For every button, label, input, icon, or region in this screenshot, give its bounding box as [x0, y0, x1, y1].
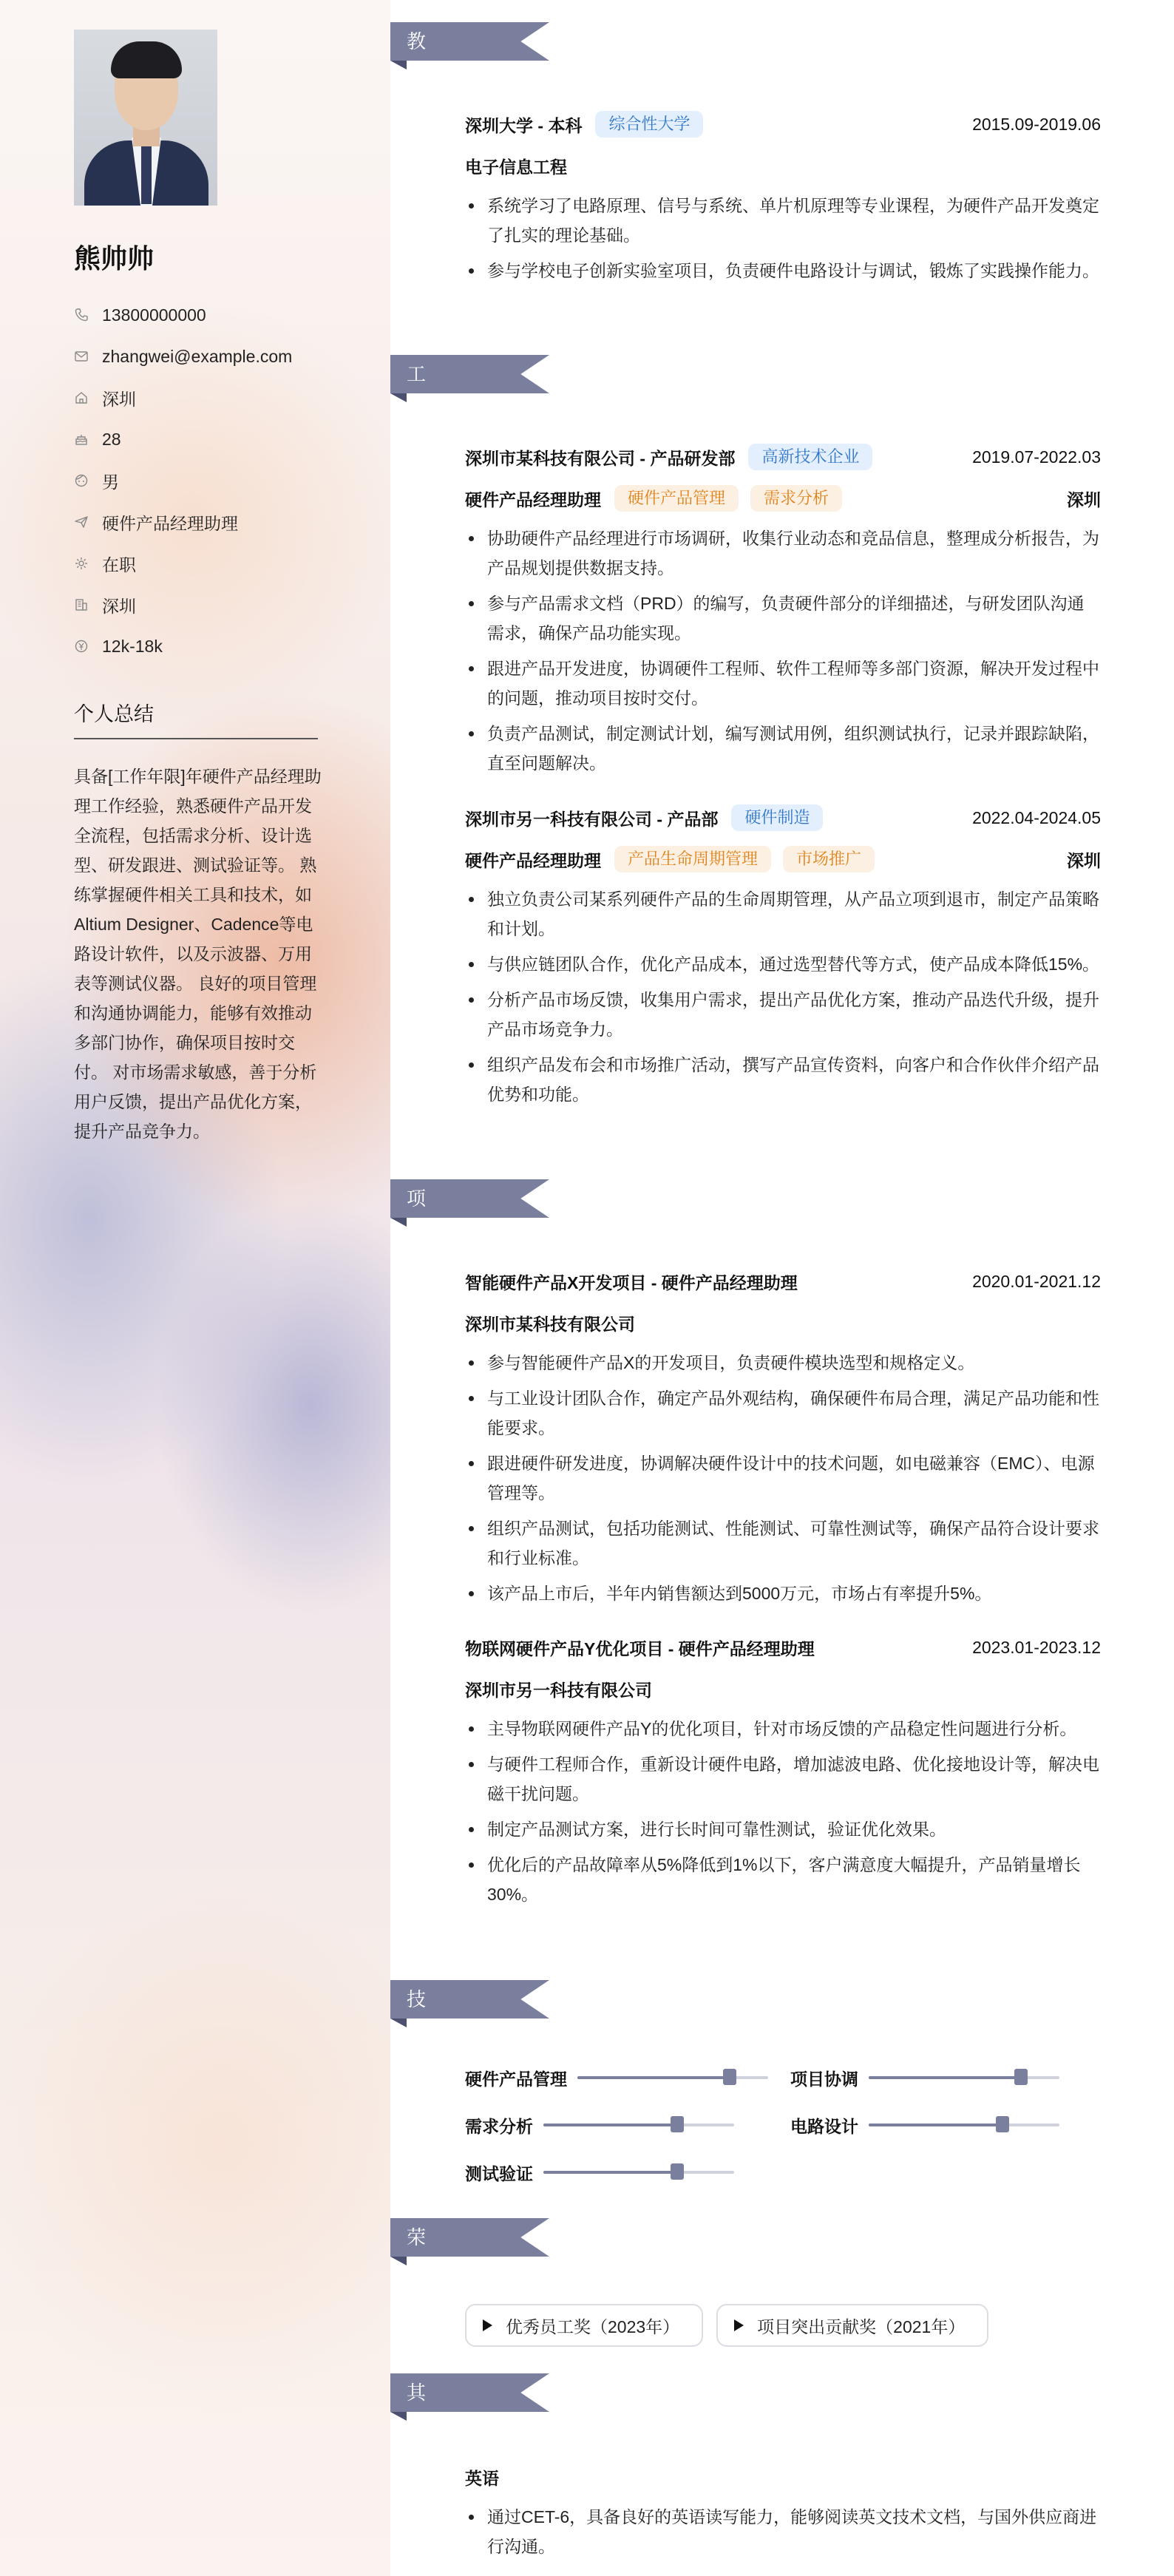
- skill-name: 电路设计: [790, 2116, 858, 2136]
- contact-text: 深圳: [102, 596, 136, 616]
- list-item: 系统学习了电路原理、信号与系统、单片机原理等专业课程，为硬件产品开发奠定了扎实的理论基础。: [465, 191, 1101, 250]
- play-icon: [483, 2319, 492, 2331]
- skill-name: 项目协调: [790, 2069, 858, 2089]
- date-range: 2022.04-2024.05: [972, 807, 1101, 827]
- company-tag: 硬件制造: [731, 804, 823, 831]
- skill-bar: [869, 2076, 1059, 2079]
- date-range: 2019.07-2022.03: [972, 447, 1101, 467]
- list-item: 组织产品测试，包括功能测试、性能测试、可靠性测试等，确保产品符合设计要求和行业标准。: [465, 1514, 1101, 1573]
- skill-bar: [543, 2171, 734, 2174]
- send-icon: [74, 515, 89, 529]
- bullet-list: [465, 523, 1101, 778]
- skill-knob: [1014, 2069, 1028, 2085]
- skill-item: [790, 2063, 1059, 2092]
- project-company: 深圳市另一科技有限公司: [465, 1680, 652, 1700]
- section-title: 项目经历: [407, 1187, 427, 1325]
- skill-name: 测试验证: [465, 2163, 533, 2183]
- section-title: 其他信息: [407, 2382, 427, 2519]
- contact-text: 深圳: [102, 389, 136, 409]
- skill-bar: [543, 2123, 734, 2126]
- award-label: 项目突出贡献奖（2021年）: [757, 2316, 966, 2336]
- list-item: 制定产品测试方案，进行长时间可靠性测试，验证优化效果。: [465, 1814, 1101, 1844]
- contact-email: [74, 336, 292, 377]
- divider: [74, 738, 318, 739]
- contact-text: 12k-18k: [102, 636, 163, 656]
- list-item: 协助硬件产品经理进行市场调研，收集行业动态和竞品信息，整理成分析报告，为产品规划提供数据支持。: [465, 523, 1101, 583]
- award-item: [716, 2304, 988, 2347]
- contact-city: [74, 584, 292, 626]
- building-icon: [74, 597, 89, 612]
- cake-icon: [74, 432, 89, 447]
- contact-text: zhangwei@example.com: [102, 346, 293, 366]
- skill-bar: [577, 2076, 768, 2079]
- work-entry: [465, 797, 1101, 1115]
- list-item: 与硬件工程师合作，重新设计硬件电路，增加滤波电路、优化接地设计等，解决电磁干扰问题。: [465, 1749, 1101, 1809]
- job-role: 硬件产品经理助理: [465, 489, 601, 509]
- list-item: 与工业设计团队合作，确定产品外观结构，确保硬件布局合理，满足产品功能和性能要求。: [465, 1383, 1101, 1443]
- section-title: 荣誉奖项: [407, 2226, 427, 2364]
- contact-salary: [74, 626, 292, 667]
- project-entry: [465, 1261, 1101, 1614]
- other-entry: [465, 2456, 1101, 2567]
- skill-bar: [869, 2123, 1059, 2126]
- list-item: 参与学校电子创新实验室项目，负责硬件电路设计与调试，锻炼了实践操作能力。: [465, 256, 1101, 285]
- award-item: [465, 2304, 703, 2347]
- contact-home: [74, 377, 292, 418]
- section-title: 教育经历: [407, 30, 427, 168]
- play-icon: [734, 2319, 744, 2331]
- award-label: 优秀员工奖（2023年）: [506, 2316, 680, 2336]
- list-item: 优化后的产品故障率从5%降低到1%以下，客户满意度大幅提升，产品销量增长30%。: [465, 1850, 1101, 1909]
- other-title: 英语: [465, 2468, 499, 2488]
- skill-knob: [996, 2116, 1009, 2132]
- project-title: 物联网硬件产品Y优化项目 - 硬件产品经理助理: [465, 1638, 815, 1658]
- job-role: 硬件产品经理助理: [465, 850, 601, 870]
- skill-item: [465, 2158, 734, 2187]
- project-entry: [465, 1627, 1101, 1915]
- skill-knob: [723, 2069, 736, 2085]
- contact-text: 男: [102, 472, 119, 492]
- education-entry: [465, 104, 1101, 291]
- bullet-list: [465, 1714, 1101, 1909]
- section-title: 工作经历: [407, 363, 427, 501]
- summary-text: 具备[工作年限]年硬件产品经理助理工作经验，熟悉硬件产品开发全流程，包括需求分析、设计选型、研发跟进、测试验证等。 熟练掌握硬件相关工具和技术，如Altium Designer、Cadence等电路设计软件，以及示波器、万用表等测试仪器。 良好的项目管理和沟通协调能力，能够有效推动多部门协作，确保项目按时交付。 对市场需求敏感，善于分析用户反馈，提出产品优化方案，提升产品竞争力。: [74, 767, 322, 1141]
- school-tag: 综合性大学: [595, 111, 703, 138]
- project-company: 深圳市某科技有限公司: [465, 1314, 635, 1334]
- profile-name: 熊帅帅: [74, 243, 155, 274]
- summary-title: 个人总结: [74, 703, 154, 725]
- date-range: 2015.09-2019.06: [972, 114, 1101, 134]
- list-item: 与供应链团队合作，优化产品成本，通过选型替代等方式，使产品成本降低15%。: [465, 949, 1101, 979]
- list-item: 组织产品发布会和市场推广活动，撰写产品宣传资料，向客户和合作伙伴介绍产品优势和功能。: [465, 1050, 1101, 1109]
- skill-knob: [671, 2116, 684, 2132]
- list-item: 负责产品测试，制定测试计划，编写测试用例，组织测试执行，记录并跟踪缺陷，直至问题解决。: [465, 719, 1101, 778]
- work-entry: [465, 436, 1101, 784]
- skill-item: [465, 2110, 734, 2140]
- status-icon: [74, 556, 89, 571]
- list-item: 参与智能硬件产品X的开发项目，负责硬件模块选型和规格定义。: [465, 1348, 1101, 1377]
- project-title: 智能硬件产品X开发项目 - 硬件产品经理助理: [465, 1272, 798, 1292]
- contact-phone: [74, 294, 292, 336]
- contact-status: [74, 543, 292, 584]
- contact-text: 13800000000: [102, 305, 206, 325]
- list-item: 该产品上市后，半年内销售额达到5000万元，市场占有率提升5%。: [465, 1579, 1101, 1608]
- skill-tag: 硬件产品管理: [614, 485, 739, 512]
- contact-gender: [74, 460, 292, 501]
- list-item: 参与产品需求文档（PRD）的编写，负责硬件部分的详细描述，与研发团队沟通需求，确保产品功能实现。: [465, 589, 1101, 648]
- company-tag: 高新技术企业: [748, 444, 872, 470]
- list-item: 跟进产品开发进度，协调硬件工程师、软件工程师等多部门资源，解决开发过程中的问题，推动项目按时交付。: [465, 654, 1101, 713]
- job-city: 深圳: [1067, 850, 1101, 870]
- list-item: 通过CET-6，具备良好的英语读写能力，能够阅读英文技术文档，与国外供应商进行沟通。: [465, 2502, 1101, 2561]
- skill-fill: [543, 2171, 677, 2174]
- list-item: 独立负责公司某系列硬件产品的生命周期管理，从产品立项到退市，制定产品策略和计划。: [465, 884, 1101, 943]
- contact-list: [74, 294, 292, 667]
- skill-item: [465, 2063, 768, 2092]
- contact-text: 硬件产品经理助理: [102, 513, 238, 533]
- date-range: 2023.01-2023.12: [972, 1637, 1101, 1657]
- skill-tag: 市场推广: [783, 846, 875, 872]
- skill-tag: 需求分析: [750, 485, 842, 512]
- money-icon: [74, 639, 89, 654]
- gender-icon: [74, 473, 89, 488]
- skill-item: [790, 2110, 1059, 2140]
- bullet-list: [465, 191, 1101, 285]
- sidebar: [0, 0, 390, 2576]
- job-city: 深圳: [1067, 489, 1101, 509]
- awards-list: [465, 2304, 1002, 2347]
- contact-position: [74, 501, 292, 543]
- bullet-list: [465, 2502, 1101, 2561]
- skill-fill: [869, 2123, 1002, 2126]
- date-range: 2020.01-2021.12: [972, 1271, 1101, 1291]
- section-title: 技能专长: [407, 1988, 427, 2126]
- contact-text: 在职: [102, 555, 136, 574]
- bullet-list: [465, 884, 1101, 1109]
- skill-fill: [869, 2076, 1021, 2079]
- contact-text: 28: [102, 429, 121, 449]
- phone-icon: [74, 308, 89, 322]
- skill-fill: [577, 2076, 730, 2079]
- avatar: [74, 30, 217, 206]
- bullet-list: [465, 1348, 1101, 1608]
- skill-name: 需求分析: [465, 2116, 533, 2136]
- skill-name: 硬件产品管理: [465, 2069, 567, 2089]
- mail-icon: [74, 349, 89, 364]
- main-content: [390, 0, 1174, 2576]
- contact-age: [74, 418, 292, 460]
- company-name: 深圳市某科技有限公司 - 产品研发部: [465, 448, 736, 468]
- major: 电子信息工程: [465, 157, 567, 177]
- home-icon: [74, 390, 89, 405]
- company-name: 深圳市另一科技有限公司 - 产品部: [465, 809, 719, 829]
- skill-knob: [671, 2163, 684, 2180]
- list-item: 分析产品市场反馈，收集用户需求，提出产品优化方案，推动产品迭代升级，提升产品市场竞争力。: [465, 985, 1101, 1044]
- skill-tag: 产品生命周期管理: [614, 846, 771, 872]
- list-item: 跟进硬件研发进度，协调解决硬件设计中的技术问题，如电磁兼容（EMC）、电源管理等。: [465, 1448, 1101, 1508]
- list-item: 主导物联网硬件产品Y的优化项目，针对市场反馈的产品稳定性问题进行分析。: [465, 1714, 1101, 1743]
- school-name: 深圳大学 - 本科: [465, 115, 583, 135]
- skill-fill: [543, 2123, 677, 2126]
